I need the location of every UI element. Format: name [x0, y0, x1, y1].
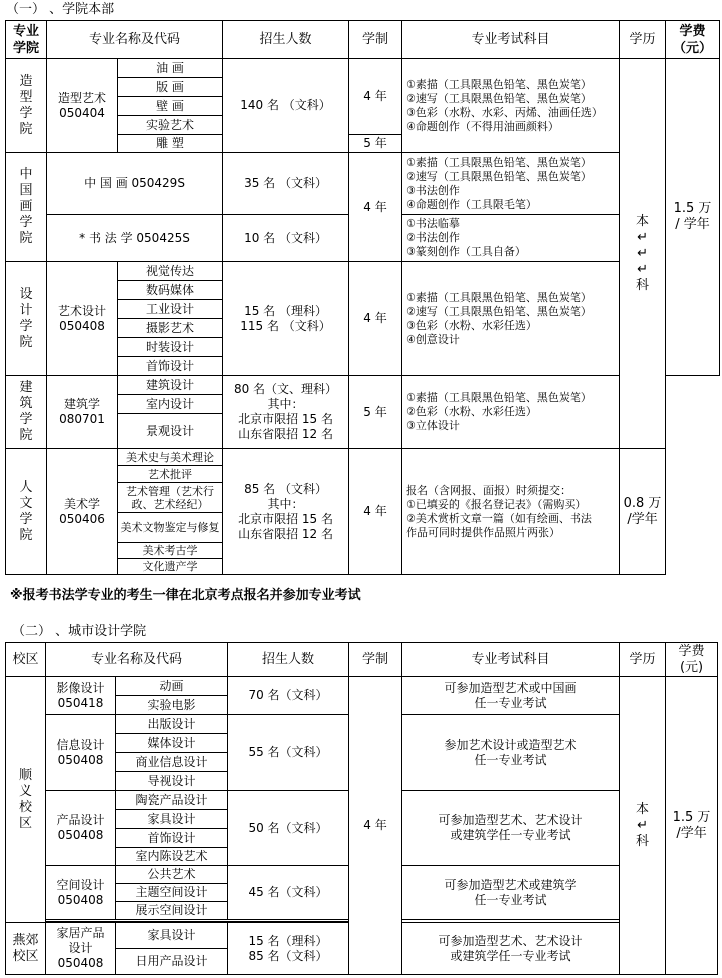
school-zhongguohua: 中 国 画 学 院 — [6, 153, 47, 262]
city-design-table — [5, 642, 718, 975]
direction-cell: 雕 塑 — [118, 135, 223, 153]
direction-cell: 商业信息设计 — [116, 753, 228, 772]
main-campus-table — [5, 20, 720, 575]
direction-cell: 日用产品设计 — [116, 949, 228, 975]
exam-sheji: ①素描（工具限黑色铅笔、黑色炭笔） ②速写（工具限黑色铅笔、黑色炭笔） ③色彩（水粉、水彩任选） ④创意设计 — [402, 262, 620, 376]
direction-cell: 版 画 — [118, 78, 223, 97]
table2-header-row — [6, 643, 718, 677]
exam-chanpin: 可参加造型艺术、艺术设计 或建筑学任一专业考试 — [402, 791, 620, 866]
enrollment-jianzhu: 80 名（文、理科） 其中： 北京市限招 15 名 山东省限招 12 名 — [223, 376, 349, 449]
major-sheji: 艺术设计 050408 — [47, 262, 118, 376]
direction-cell: 油 画 — [118, 59, 223, 78]
enrollment-xinxi: 55 名（文科） — [228, 715, 349, 791]
direction-cell: 主题空间设计 — [116, 884, 228, 902]
exam-jiaju: 可参加造型艺术、艺术设计 或建筑学任一专业考试 — [402, 923, 620, 975]
major-yingxiang: 影像设计 050418 — [46, 677, 116, 715]
major-xinxi: 信息设计 050408 — [46, 715, 116, 791]
direction-cell: 壁 画 — [118, 97, 223, 116]
direction-cell: 摄影艺术 — [118, 319, 223, 338]
direction-cell: 媒体设计 — [116, 734, 228, 753]
campus-shunyi: 顺 义 校 区 — [6, 677, 46, 923]
enrollment-zhongguohua: 35 名 （文科） — [223, 153, 349, 215]
direction-cell: 出版设计 — [116, 715, 228, 734]
header-enrollment: 招生人数 — [223, 21, 349, 59]
header-major-name: 专业名称及代码 — [47, 21, 223, 59]
header-duration: 学制 — [349, 21, 402, 59]
direction-cell: 展示空间设计 — [116, 902, 228, 920]
direction-cell: 时装设计 — [118, 338, 223, 357]
renwen-row — [6, 449, 720, 466]
direction-cell: 艺术管理（艺术行政、艺术经纪） — [118, 483, 223, 513]
school-renwen: 人 文 学 院 — [6, 449, 47, 575]
exam-xinxi: 参加艺术设计或造型艺术 任一专业考试 — [402, 715, 620, 791]
duration-zaoxing: 4 年 — [349, 59, 402, 135]
campus-yanjiao: 燕郊 校区 — [6, 923, 46, 975]
direction-cell: 景观设计 — [118, 414, 223, 449]
exam-zaoxing: ①素描（工具限黑色铅笔、黑色炭笔） ②速写（工具限黑色铅笔、黑色炭笔） ③色彩（水粉、水彩、丙烯、油画任选） ④命题创作（不得用油画颜料） — [402, 59, 620, 153]
duration-jianzhu: 5 年 — [349, 376, 402, 449]
header-degree: 学历 — [620, 21, 666, 59]
direction-cell: 首饰设计 — [118, 357, 223, 376]
direction-cell: 工业设计 — [118, 300, 223, 319]
section2-title: （二） 、城市设计学院 — [12, 624, 147, 639]
direction-cell: 家具设计 — [116, 923, 228, 949]
header-fee: 学费 （元） — [666, 21, 720, 59]
direction-cell: 视觉传达 — [118, 262, 223, 281]
fee-main: 1.5 万 / 学年 — [666, 59, 720, 376]
direction-cell: 动画 — [116, 677, 228, 696]
calligraphy-note: ※报考书法学专业的考生一律在北京考点报名并参加专业考试 — [10, 588, 361, 603]
major-renwen: 美术学 050406 — [47, 449, 118, 575]
exam-zhongguohua: ①素描（工具限黑色铅笔、黑色炭笔） ②速写（工具限黑色铅笔、黑色炭笔） ③书法创作 ④命题创作（工具限毛笔） — [402, 153, 620, 215]
header-fee: 学费 (元) — [666, 643, 718, 677]
header-school: 专业 学院 — [6, 21, 47, 59]
direction-cell: 美术文物鉴定与修复 — [118, 513, 223, 543]
exam-shufa: ①书法临摹 ②书法创作 ③篆刻创作（工具自备） — [402, 215, 620, 262]
yingxiang-row — [6, 677, 718, 696]
enrollment-shufa: 10 名 （文科） — [223, 215, 349, 262]
enrollment-chanpin: 50 名（文科） — [228, 791, 349, 866]
school-zaoxing: 造 型 学 院 — [6, 59, 47, 153]
direction-cell: 建筑设计 — [118, 376, 223, 395]
direction-cell: 实验电影 — [116, 696, 228, 715]
header-enrollment: 招生人数 — [228, 643, 349, 677]
fee-renwen: 0.8 万 /学年 — [620, 449, 666, 575]
school-sheji: 设 计 学 院 — [6, 262, 47, 376]
major-shufa: * 书 法 学 050425S — [47, 215, 223, 262]
direction-cell: 文化遗产学 — [118, 559, 223, 575]
enrollment-kongjian: 45 名（文科） — [228, 866, 349, 920]
exam-jianzhu: ①素描（工具限黑色铅笔、黑色炭笔） ②色彩（水粉、水彩任选） ③立体设计 — [402, 376, 620, 449]
table1-header-row — [6, 21, 720, 59]
direction-cell: 美术考古学 — [118, 543, 223, 559]
exam-renwen: 报名（含网报、面报）时须提交： ①已填妥的《报名登记表》（需购买） ②美术赏析文章一篇（如有绘画、书法 作品可同时提供作品照片两张） — [402, 449, 620, 575]
section1-title: （一） 、学院本部 — [6, 2, 115, 17]
direction-cell: 陶瓷产品设计 — [116, 791, 228, 810]
direction-cell: 公共艺术 — [116, 866, 228, 884]
major-chanpin: 产品设计 050408 — [46, 791, 116, 866]
major-jiaju: 家居产品 设计 050408 — [46, 923, 116, 975]
major-zaoxing: 造型艺术 050404 — [47, 59, 118, 153]
enrollment-jiaju: 15 名（理科） 85 名（文科） — [228, 923, 349, 975]
duration-zhongguohua: 4 年 — [349, 153, 402, 262]
zhongguohua-row — [6, 153, 720, 215]
zaoxing-row — [6, 59, 720, 78]
direction-cell: 家具设计 — [116, 810, 228, 829]
fee-city: 1.5 万 /学年 — [666, 677, 718, 975]
sheji-row — [6, 262, 720, 281]
duration-sheji: 4 年 — [349, 262, 402, 376]
duration-renwen: 4 年 — [349, 449, 402, 575]
direction-cell: 导视设计 — [116, 772, 228, 791]
school-jianzhu: 建 筑 学 院 — [6, 376, 47, 449]
jianzhu-row — [6, 376, 720, 395]
header-duration: 学制 — [349, 643, 402, 677]
direction-cell: 室内陈设艺术 — [116, 848, 228, 866]
header-exam: 专业考试科目 — [402, 643, 620, 677]
degree-city: 本 ↵ 科 — [620, 677, 666, 975]
direction-cell: 首饰设计 — [116, 829, 228, 848]
header-campus: 校区 — [6, 643, 46, 677]
direction-cell: 室内设计 — [118, 395, 223, 414]
major-kongjian: 空间设计 050408 — [46, 866, 116, 920]
enrollment-sheji: 15 名 （理科） 115 名 （文科） — [223, 262, 349, 376]
major-jianzhu: 建筑学 080701 — [47, 376, 118, 449]
major-zhongguohua: 中 国 画 050429S — [47, 153, 223, 215]
enrollment-yingxiang: 70 名（文科） — [228, 677, 349, 715]
header-exam: 专业考试科目 — [402, 21, 620, 59]
duration-sculpture: 5 年 — [349, 135, 402, 153]
degree-main: 本 ↵ ↵ ↵ 科 — [620, 59, 666, 449]
direction-cell: 数码媒体 — [118, 281, 223, 300]
exam-kongjian: 可参加造型艺术或建筑学 任一专业考试 — [402, 866, 620, 920]
direction-cell: 美术史与美术理论 — [118, 449, 223, 466]
enrollment-zaoxing: 140 名 （文科） — [223, 59, 349, 153]
direction-cell: 实验艺术 — [118, 116, 223, 135]
header-major-name: 专业名称及代码 — [46, 643, 228, 677]
exam-yingxiang: 可参加造型艺术或中国画 任一专业考试 — [402, 677, 620, 715]
duration-city: 4 年 — [349, 677, 402, 975]
direction-cell: 艺术批评 — [118, 466, 223, 483]
header-degree: 学历 — [620, 643, 666, 677]
enrollment-renwen: 85 名 （文科） 其中： 北京市限招 15 名 山东省限招 12 名 — [223, 449, 349, 575]
